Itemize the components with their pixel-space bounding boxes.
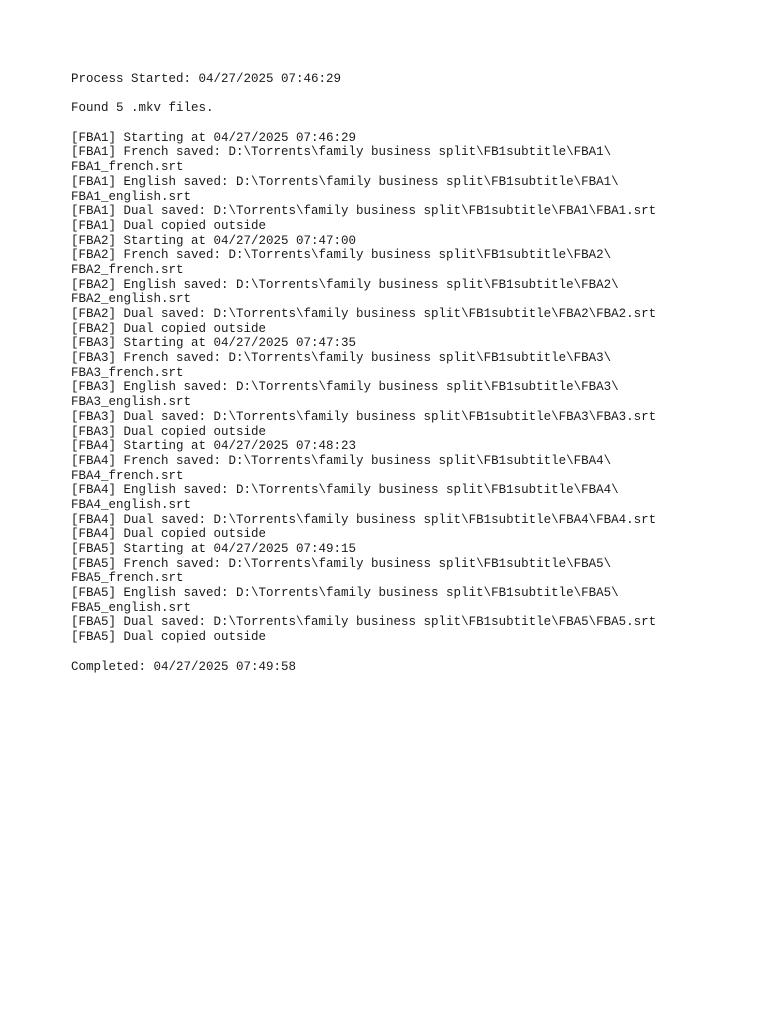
log-line: [FBA5] Dual copied outside: [71, 630, 267, 645]
log-line: [FBA2] Dual saved: D:\Torrents\family business split\FB1subtitle\FBA2\FBA2.srt: [71, 307, 657, 321]
blank-line: [71, 87, 731, 102]
log-line: [FBA4] Dual saved: D:\Torrents\family business split\FB1subtitle\FBA4\FBA4.srt: [71, 512, 657, 527]
log-line: [FBA5] French saved: D:\Torrents\family business split\FB1subtitle\FBA5\: [71, 556, 612, 571]
log-line: [FBA5] Starting at 04/27/2025 07:49:15: [71, 542, 357, 556]
log-line: [FBA4] Starting at 04/27/2025 07:48:23: [71, 439, 357, 454]
log-lines: [71, 131, 731, 645]
log-line: FBA4_french.srt: [71, 468, 184, 483]
log-line: [FBA3] Starting at 04/27/2025 07:47:35: [71, 336, 357, 351]
log-line: [FBA1] Starting at 04/27/2025 07:46:29: [71, 130, 357, 145]
log-line: [FBA1] Dual saved: D:\Torrents\family business split\FB1subtitle\FBA1\FBA1.srt: [71, 204, 657, 219]
log-line: [FBA4] French saved: D:\Torrents\family business split\FB1subtitle\FBA4\: [71, 453, 612, 468]
log-line: FBA1_english.srt: [71, 189, 192, 204]
log-line: FBA1_french.srt: [71, 160, 184, 175]
log-line: FBA2_english.srt: [71, 292, 192, 307]
log-line: FBA4_english.srt: [71, 497, 192, 512]
log-line: [FBA2] Starting at 04/27/2025 07:47:00: [71, 233, 357, 248]
log-line: FBA5_english.srt: [71, 600, 192, 615]
log-line: [FBA3] Dual saved: D:\Torrents\family business split\FB1subtitle\FBA3\FBA3.srt: [71, 409, 657, 424]
log-line: FBA5_french.srt: [71, 571, 184, 586]
log-line: [FBA5] English saved: D:\Torrents\family business split\FB1subtitle\FBA5\: [71, 586, 619, 601]
completed-line: Completed: 04/27/2025 07:49:58: [71, 659, 297, 674]
log-line: [FBA4] English saved: D:\Torrents\family business split\FB1subtitle\FBA4\: [71, 483, 619, 498]
log-line: [FBA2] French saved: D:\Torrents\family business split\FB1subtitle\FBA2\: [71, 248, 612, 263]
log-line: [FBA1] French saved: D:\Torrents\family business split\FB1subtitle\FBA1\: [71, 145, 612, 160]
log-line: [FBA3] Dual copied outside: [71, 424, 267, 439]
blank-line: [71, 645, 731, 660]
log-line: [FBA3] English saved: D:\Torrents\family business split\FB1subtitle\FBA3\: [71, 380, 619, 395]
log-line: [FBA5] Dual saved: D:\Torrents\family business split\FB1subtitle\FBA5\FBA5.srt: [71, 615, 657, 630]
log-line: [FBA2] English saved: D:\Torrents\family business split\FB1subtitle\FBA2\: [71, 277, 619, 292]
process-started-line: Process Started: 04/27/2025 07:46:29: [71, 72, 342, 86]
log-line: [FBA1] English saved: D:\Torrents\family business split\FB1subtitle\FBA1\: [71, 174, 619, 189]
log-line: FBA3_french.srt: [71, 365, 184, 380]
log-line: [FBA4] Dual copied outside: [71, 527, 267, 542]
log-line: [FBA2] Dual copied outside: [71, 321, 267, 336]
found-files-line: Found 5 .mkv files.: [71, 101, 214, 116]
log-line: [FBA1] Dual copied outside: [71, 218, 267, 233]
log-document: [71, 72, 731, 674]
log-line: FBA2_french.srt: [71, 262, 184, 277]
log-line: FBA3_english.srt: [71, 395, 192, 410]
log-line: [FBA3] French saved: D:\Torrents\family business split\FB1subtitle\FBA3\: [71, 351, 612, 366]
blank-line: [71, 116, 731, 131]
